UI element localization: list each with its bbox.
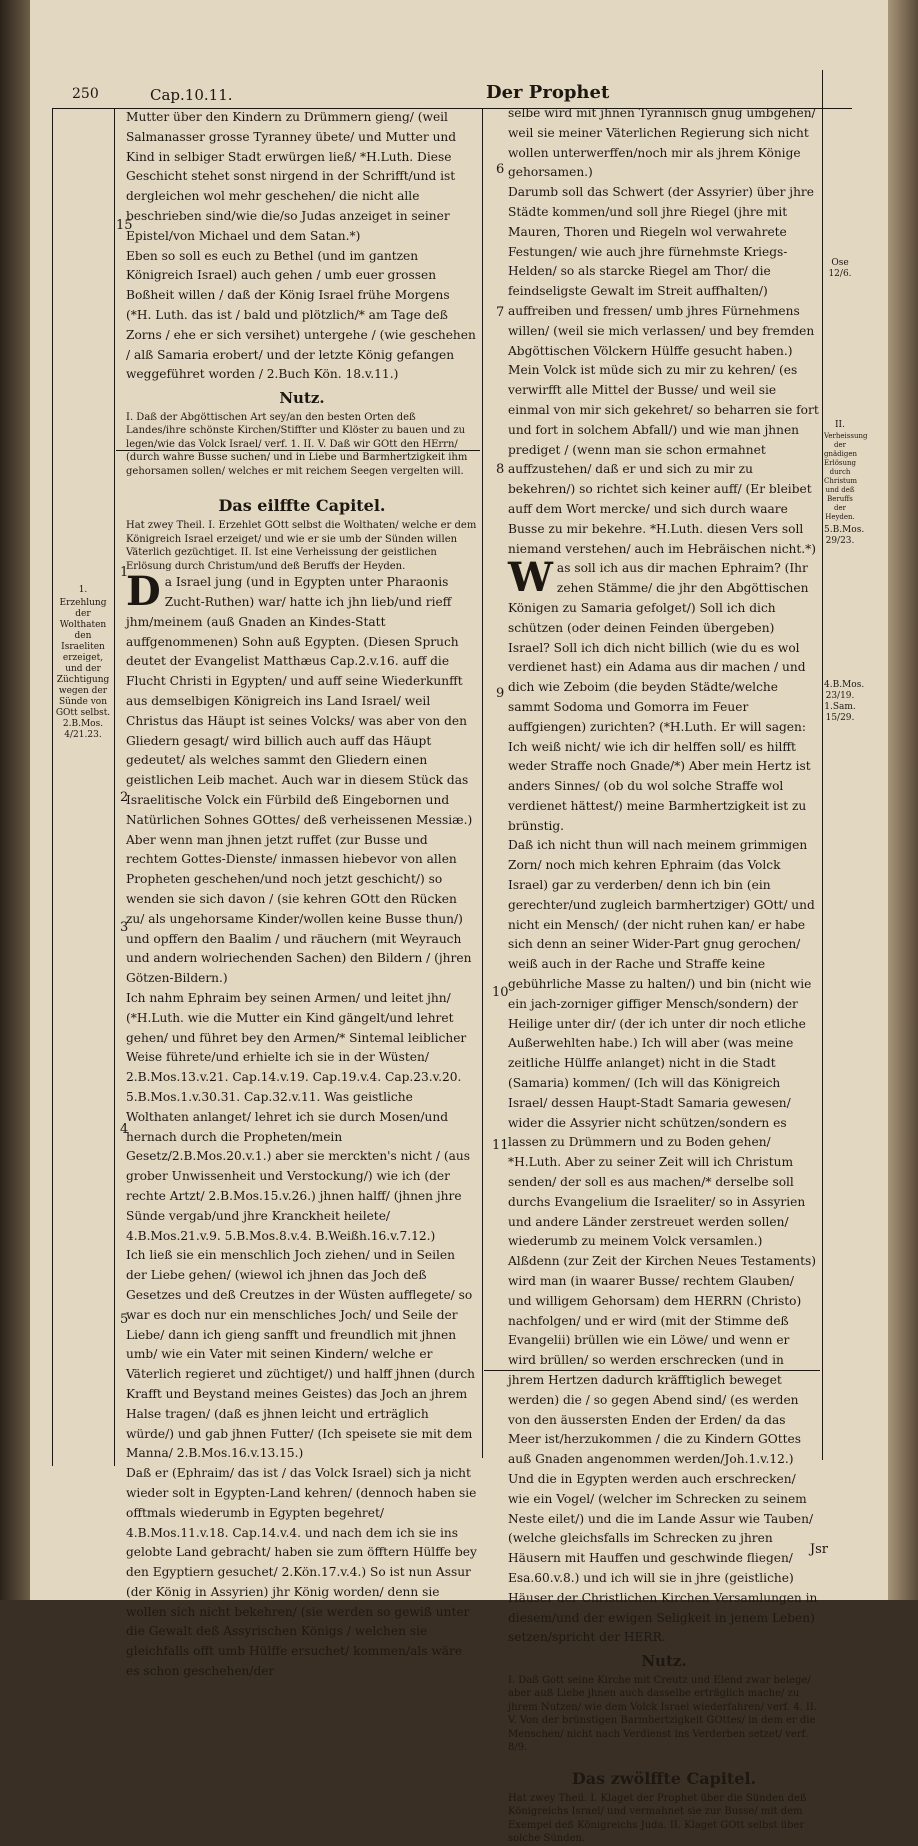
nutz-text: I. Daß der Abgöttischen Art sey/an den besten Orten deß Landes/ihre schönste Kirchen/Stiffter und Klöster zu bauen und zu legen/wie das Volck Israel/ verf. 1. II. V. Daß wir GOtt den HErrn/ (durch wahre Busse suchen/ und in Liebe und Barmhertzigkeit ihm gehorsamen sollen/ welches er mit reichem Seegen vergelten will. — [126, 411, 468, 477]
verse-number-7: 7 — [496, 305, 505, 320]
verse-5-continuation: selbe wird mit jhnen Tyrannisch gnug umbgehen/ weil sie meiner Väterlichen Regierung sich nicht wollen unterwerffen/noch mir als jhrem Könige gehorsamen.) — [508, 106, 816, 180]
right-margin-note-c: 5.B.Mos. 29/23. — [824, 525, 865, 546]
verse-15-text: Eben so soll es euch zu Bethel (und im gantzen Königreich Israel) auch gehen / umb euer grossen Boßheit willen / daß der König Israel frühe Morgens (*H. Luth. das ist / bald und plötzlich/* am Tage deß Zorns / ehe er sich versihet) untergehe / (wie geschehen / alß Samaria erobert/ und der letzte König gefangen weggeführet worden / 2.Buch Kön. 18.v.11.) — [126, 248, 476, 382]
verse-11-9-text: Daß ich nicht thun will nach meinem grimmigen Zorn/ noch mich kehren Ephraim (das Volck Israel) gar zu verderben/ denn ich bin (ein gerechter/und zugleich barmhertziger) GOtt/ und nicht ein Mensch/ (der nicht ruhen kan/ er habe sich denn an seiner Wider-Part gnug gerochen/ weiß auch in der Rache und Straffe keine gebührliche Masse zu halten/) und bin (nicht wie ein jach-zorniger giffiger Mensch/sondern) der Heilige unter dir/ (der ich unter dir noch etliche Außerwehlten habe.) Ich will aber (was meine zeitliche Hülffe anlanget) nicht in die Stadt (Samaria) kommen/ (Ich will das Königreich Israel/ dessen Haupt-Stadt Samaria gewesen/ wider die Assyrier nicht schützen/sondern es lassen zu Drümmern und zu Boden gehen/ *H.Luth. Aber zu seiner Zeit will ich Christum senden/ der soll es aus machen/* derselbe soll durchs Evangelium die Israeliter/ so in Assyrien und andere Länder zerstreuet werden sollen/ wiederumb zu meinem Volck versamlen.) — [508, 838, 815, 1249]
verse-11-7-text: Mein Volck ist müde sich zu mir zu kehren/ (es verwirfft alle Mittel der Busse/ und weil sie einmal von mir sich gekehret/ so beharren sie fort und fort in solchem Abfall/) und wie man jhnen prediget / (wenn man sie schon ermahnet auffzustehen/ daß er und sich zu mir zu bekehren/) so richtet sich keiner auff/ (Er bleibet auff dem Wort mercke/ und sich durch waare Busse zu mir bekehre. *H.Luth. diesen Vers soll niemand verstehen/ auch im Hebräischen nicht.*) — [508, 363, 819, 556]
verse-number-2: 2 — [120, 790, 129, 805]
verse-number-4: 4 — [120, 1122, 129, 1137]
verse-number-8: 8 — [496, 462, 505, 477]
left-margin-number: 1. — [78, 585, 88, 595]
chapter-11-title: Das eilffte Capitel. — [218, 496, 386, 516]
right-margin-note-a: Ose 12/6. — [828, 258, 852, 279]
verse-11-2-text: Aber wenn man jhnen jetzt ruffet (zur Busse und rechtem Gottes-Dienste/ inmassen hiebevor von allen Propheten geschehen/und noch jetzt geschicht/) so wenden sie sich davon / (sie kehren GOtt den Rücken zu/ als ungehorsame Kinder/wollen keine Busse thun/) und opffern den Baalim / und räuchern (mit Weyrauch und andern wolriechenden Sachen) den Bildern / (jhren Götzen-Bildern.) — [126, 832, 472, 986]
page-number: 250 — [72, 86, 99, 102]
left-margin-note: Erzehlung der Wolthaten den Israeliten erzeiget, und der Züchtigung wegen der Sünde von GOtt selbst. 2.B.Mos. 4/21.23. — [55, 598, 111, 740]
book-page — [30, 0, 888, 1845]
verse-number-11: 11 — [492, 1138, 509, 1153]
column-divider-rule — [482, 108, 483, 1458]
page-gutter-shadow — [0, 0, 30, 1600]
verse-number-15: 15 — [116, 218, 133, 233]
outer-left-rule — [52, 108, 53, 1466]
verse-11-6-text: Darumb soll das Schwert (der Assyrier) über jhre Städte kommen/und soll jhre Riegel (jhre mit Mauren, Thoren und Riegeln wol verwahrete Festungen/ wie auch jhre fürnehmste Kriegs-Helden/ so als starcke Riegel am Thor/ die feindseligste Gewalt im Streit auffhalten/) auffreiben und fressen/ umb jhres Fürnehmens willen/ (weil sie mich verlassen/ und bey fremden Abgöttischen Völckern Hülffe gesucht haben.) — [508, 185, 815, 358]
chapter-12-summary: Hat zwey Theil. I. Klaget der Prophet über die Sünden deß Königreichs Israel/ und vermahnet sie zur Busse/ mit dem Exempel deß Königreichs Juda. II. Klaget GOtt selbst über solche Sünden. — [508, 1792, 807, 1845]
chapter-reference: Cap.10.11. — [150, 86, 233, 104]
verse-number-1: 1 — [120, 565, 129, 580]
verse-11-10-text: Alßdenn (zur Zeit der Kirchen Neues Testaments) wird man (in waarer Busse/ rechtem Glauben/ und willigem Gehorsam) dem HERRN (Christo) nachfolgen/ und er wird (mit der Stimme deß Evangelii) brüllen wie ein Löwe/ und wenn er wird brüllen/ so werden erschrecken (und in jhrem Hertzen dadurch kräfftiglich beweget werden) die / so gegen Abend sind/ (es werden von den äussersten Enden der Erden/ da das Meer ist/herzukommen / die zu Kindern GOttes auß Gnaden angenommen werden/Joh.1.v.12.) — [508, 1254, 817, 1467]
chapter-12-title: Das zwölffte Capitel. — [571, 1768, 757, 1788]
verse-11-3-text: Ich nahm Ephraim bey seinen Armen/ und leitet jhn/ (*H.Luth. wie die Mutter ein Kind gängelt/und lehret gehen/ und führet bey den Armen/* Sintemal leiblicher Weise führete/und erhielte ich sie in der Wüsten/ 2.B.Mos.13.v.21. Cap.14.v.19. Cap.19.v.4. Cap.23.v.20. 5.B.Mos.1.v.30.31. Cap.32.v.11. Was geistliche Wolthaten anlanget/ lehret ich sie durch Mosen/und hernach durch die Propheten/mein Gesetz/2.B.Mos.20.v.1.) aber sie merckten's nicht / (aus grober Unwissenheit und Verstockung/) wie ich (der rechte Artzt/ 2.B.Mos.15.v.26.) jhnen halff/ (jhnen jhre Sünde vergab/und jhre Kranckheit heilete/ 4.B.Mos.21.v.9. 5.B.Mos.8.v.4. B.Weißh.16.v.7.12.) — [126, 990, 470, 1243]
drop-cap: D — [126, 568, 161, 616]
verse-number-9: 9 — [496, 686, 505, 701]
right-margin-note-d: 4.B.Mos. 23/19. 1.Sam. 15/29. — [824, 680, 865, 723]
verse-11-4-text: Ich ließ sie ein menschlich Joch ziehen/ und in Seilen der Liebe gehen/ (wiewol ich jhnen das Joch deß Gesetzes und deß Creutzes in der Wüsten aufflegete/ so war es doch nur ein menschliches Joch/ und Seile der Liebe/ dann ich gieng sanfft und freundlich mit jhnen umb/ wie ein Vater mit seinen Kindern/ welche er Väterlich regieret und züchtiget/) und halff jhnen (durch Krafft und Beystand meines Geistes) das Joch an jhrem Halse tragen/ (daß es jhnen leicht und erträglich würde/) und gab jhnen Futter/ (Ich speisete sie mit dem Manna/ 2.B.Mos.16.v.13.15.) — [126, 1248, 475, 1461]
nutz-heading-2: Nutz. — [641, 1652, 687, 1671]
nutz-heading: Nutz. — [279, 389, 325, 408]
right-margin-note-b-number: II. — [835, 420, 845, 430]
left-column — [126, 108, 478, 1679]
verse-14-continuation: Mutter über den Kindern zu Drümmern gieng/ (weil Salmanasser grosse Tyranney übete/ und Mutter und Kind in selbiger Stadt erwürgen ließ/ *H.Luth. Diese Geschicht stehet sonst nirgend in der Schrifft/und ist dergleichen wol mehr geschehen/ die nicht alle beschrieben sind/wie die/so Judas anzeiget in seiner Epistel/von Michael und dem Satan.*) — [126, 110, 457, 243]
verse-number-6: 6 — [496, 162, 505, 177]
verse-number-3: 3 — [120, 920, 129, 935]
page-edge-shadow — [888, 0, 918, 1600]
verse-11-5-text: Daß er (Ephraim/ das ist / das Volck Israel) sich ja nicht wieder solt in Egypten-Land kehren/ (dennoch haben sie offtmals wiederumb in Egypten begehret/ 4.B.Mos.11.v.18. Cap.14.v.4. und nach dem ich sie ins gelobte Land gebracht/ haben sie zum öfftern Hülffe bey den Egyptiern gesuchet/ 2.Kön.17.v.4.) So ist nun Assur (der König in Assyrien) jhr König worden/ denn sie wollen sich nicht bekehren/ (sie werden so gewiß unter die Gewalt deß Assyrischen Königs / welchen sie gleichfalls offt umb Hülffe ersuchet/ kommen/als wäre es schon geschehen/der — [126, 1466, 477, 1679]
verse-number-5: 5 — [120, 1312, 129, 1327]
right-border-rule — [822, 70, 823, 1460]
inner-left-rule — [114, 108, 115, 1466]
nutz-text-2: I. Daß Gott seine Kirche mit Creutz und Elend zwar belege/ aber auß Liebe jhnen auch dasselbe erträglich mache/ zu jhrem Nutzen/ wie dem Volck Israel wiederfahren/ verf. 4. II. V. Von der brünstigen Barmhertzigkeit GOttes/ in dem er die Menschen/ nicht nach Verdienst ins Verderben setzet/ verf. 8/9. — [508, 1674, 818, 1754]
verse-11-8-text: Was soll ich aus dir machen Ephraim? (Ihr zehen Stämme/ die jhr den Abgöttischen Königen zu Samaria gefolget/) Soll ich dich schützen (oder deinen Feinden übergeben) Israel? Soll ich dich nicht billich (wie du es wol verdienet hast) ein Adama aus dir machen / und dich wie Zeboim (die beyden Städte/welche sammt Sodoma und Gomorra im Feuer auffgiengen) zurichten? (*H.Luth. Er will sagen: Ich weiß nicht/ wie ich dir helffen soll/ es hilfft weder Straffe noch Gnade/*) Aber mein Hertz ist anders Sinnes/ (ob du wol solche Straffe wol verdienet hättest/) meine Barmhertzigkeit ist zu brünstig. — [508, 554, 811, 833]
verse-11-11-text: Und die in Egypten werden auch erschrecken/ wie ein Vogel/ (welcher im Schrecken zu seinem Neste eilet/) und die im Lande Assur wie Tauben/ (welche gleichsfalls im Schrecken zu jhren Häusern mit Hauffen und geschwinde fliegen/ Esa.60.v.8.) und ich will sie in jhre (geistliche) Häuser der Christlichen Kirchen Versamlungen in diesem/und der ewigen Seligkeit in jenem Leben) setzen/spricht der HERR. — [508, 1471, 818, 1645]
verse-11-1-text: Da Israel jung (und in Egypten unter Pharaonis Zucht-Ruthen) war/ hatte ich jhn lieb/und rieff jhm/meinem (auß Gnaden an Kindes-Statt auffgenommenen) Sohn auß Egypten. (Diesen Spruch deutet der Evangelist Matthæus Cap.2.v.16. auff die Flucht Christi in Egypten/ und auff seine Wiederkunfft aus demselbigen Königreich ins Land Israel/ weil Christus das Häupt ist seines Volcks/ was aber von den Gliedern gesagt/ wird billich auch auff das Häupt gedeutet/ als welches sammt den Gliedern einen geistlichen Leib machet. Auch war in diesem Stück das Israelitische Volck ein Fürbild deß Eingebornen und Natürlichen Sohnes GOttes/ deß verheissenen Messiæ.) — [126, 568, 473, 827]
verse-number-10: 10 — [492, 985, 509, 1000]
chapter-11-summary: Hat zwey Theil. I. Erzehlet GOtt selbst die Wolthaten/ welche er dem Königreich Israel erzeiget/ und wie er sie umb der Sünden willen Väterlich gezüchtiget. II. Ist eine Verheissung der geistlichen Erlösung durch Christum/und deß Beruffs der Heyden. — [126, 520, 477, 572]
catchword: Jsr — [809, 1542, 828, 1557]
right-margin-note-b: Verheissung der gnädigen Erlösung durch Christum und deß Beruffs der Heyden. — [824, 432, 868, 521]
running-title: Der Prophet — [486, 82, 610, 103]
drop-cap-w: W — [508, 554, 553, 602]
